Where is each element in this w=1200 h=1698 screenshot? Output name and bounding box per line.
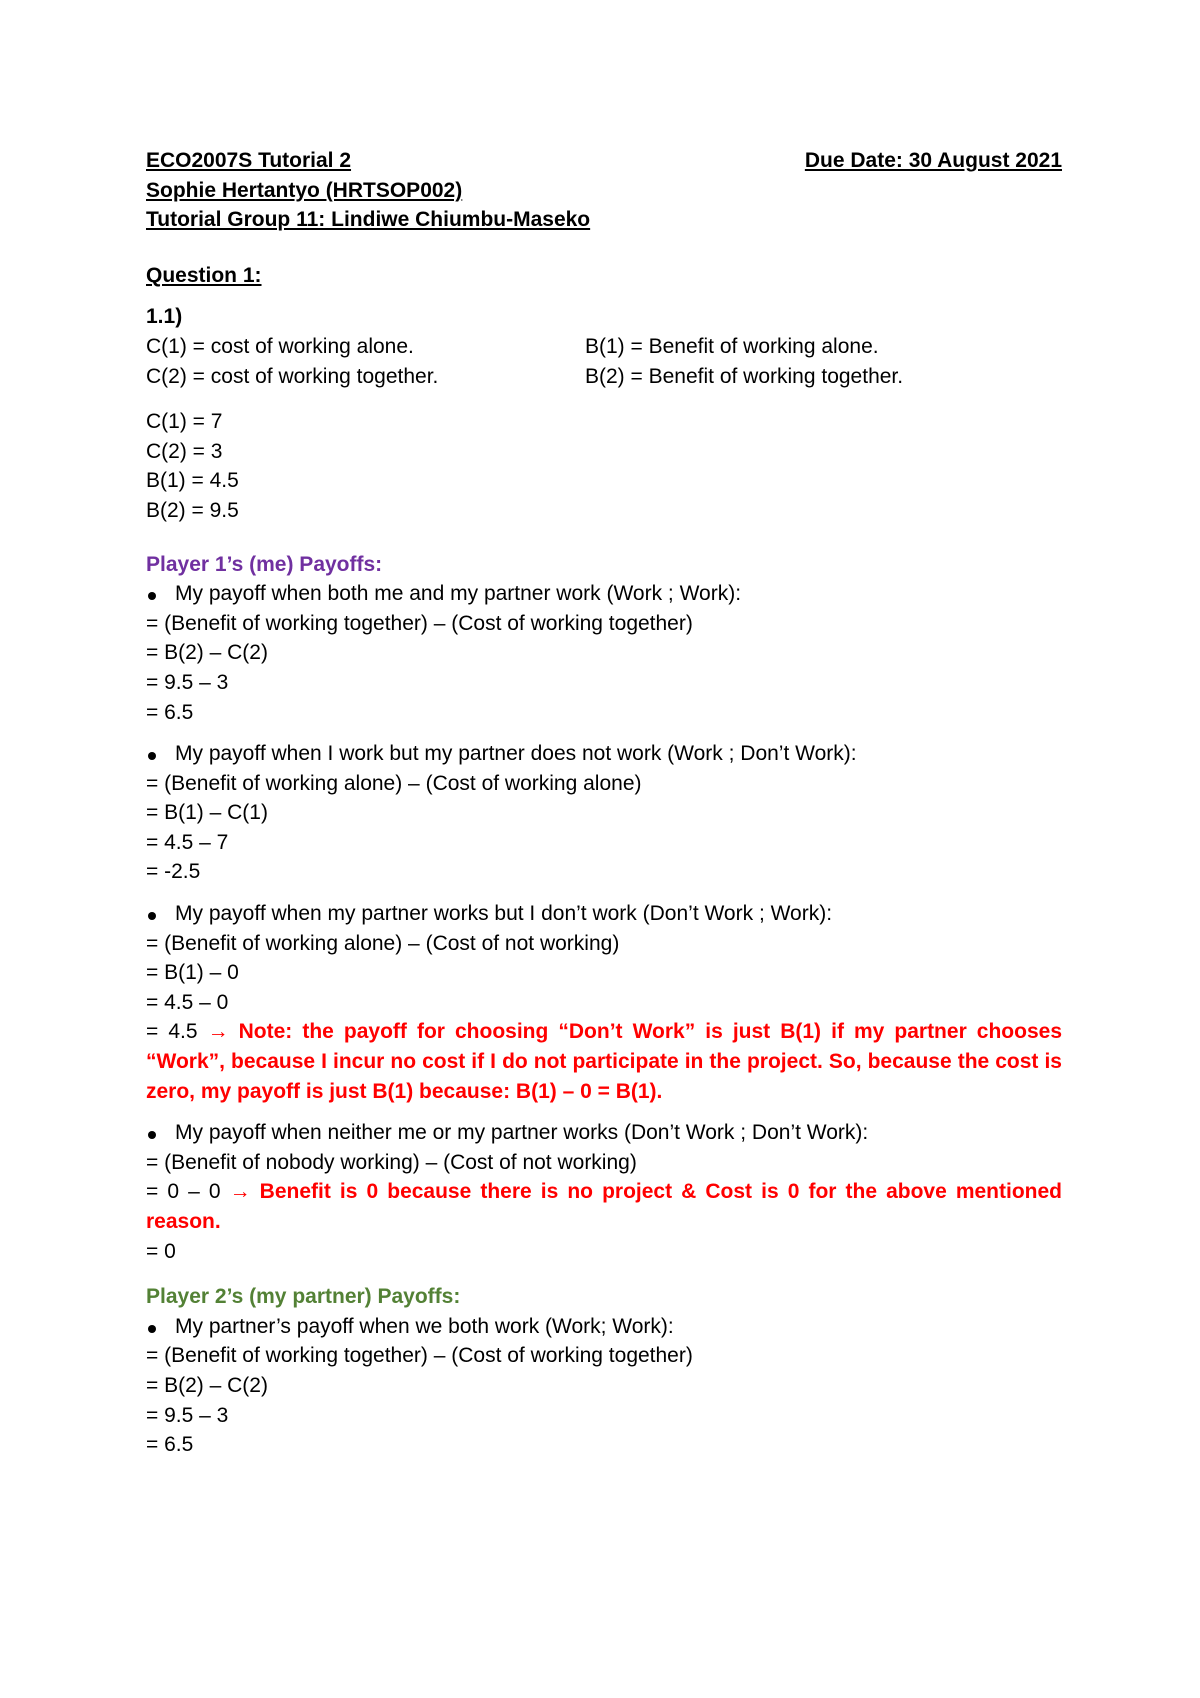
calc-line: = B(2) – C(2) [146, 1373, 268, 1397]
bullet-text: My payoff when I work but my partner does not work (Work ; Don’t Work): [175, 742, 857, 766]
calc-line: = (Benefit of working together) – (Cost of working together) [146, 611, 693, 635]
bullet-text: My payoff when both me and my partner work (Work ; Work): [175, 582, 742, 606]
bullet-icon [148, 1131, 156, 1139]
calc-line: = B(1) – C(1) [146, 801, 268, 825]
list-item [146, 1118, 1062, 1148]
note-paragraph [146, 1177, 1062, 1236]
value-line: C(1) = 7 [146, 410, 223, 434]
part-label: 1.1) [146, 305, 183, 329]
bullet-text: My partner’s payoff when we both work (Work; Work): [175, 1314, 674, 1338]
question-heading: Question 1: [146, 263, 262, 287]
calc-line: = -2.5 [146, 860, 201, 884]
calc-result: = 4.5 [146, 1020, 198, 1044]
definition-c2: C(2) = cost of working together. [146, 364, 439, 388]
calc-result: = 0 – 0 [146, 1180, 221, 1204]
document [146, 146, 1062, 1460]
definition-b2: B(2) = Benefit of working together. [585, 364, 904, 388]
value-line: C(2) = 3 [146, 439, 223, 463]
list-item [146, 579, 1062, 609]
note-text: Benefit is 0 because there is no project & Cost is 0 for the above mentioned reason. [146, 1180, 1062, 1233]
value-line: B(2) = 9.5 [146, 498, 239, 522]
calc-line: = (Benefit of working alone) – (Cost of not working) [146, 931, 620, 955]
header-row [146, 146, 1062, 176]
calc-line: = 4.5 – 0 [146, 990, 229, 1014]
list-item [146, 1312, 1062, 1342]
definition-row-2 [146, 362, 1062, 392]
bullet-icon [148, 592, 156, 600]
definition-row-1 [146, 332, 1062, 362]
calc-line: = (Benefit of working alone) – (Cost of working alone) [146, 771, 642, 795]
calc-line: = 4.5 – 7 [146, 830, 229, 854]
student-name: Sophie Hertantyo (HRTSOP002) [146, 178, 463, 202]
value-line: B(1) = 4.5 [146, 469, 239, 493]
definition-c1: C(1) = cost of working alone. [146, 334, 414, 358]
list-item [146, 899, 1062, 929]
calc-line: = 9.5 – 3 [146, 670, 229, 694]
list-item [146, 739, 1062, 769]
bullet-text: My payoff when my partner works but I don’t work (Don’t Work ; Work): [175, 902, 833, 926]
player1-heading: Player 1’s (me) Payoffs: [146, 552, 383, 576]
arrow-right-icon: → [207, 1020, 229, 1044]
calc-line: = 9.5 – 3 [146, 1403, 229, 1427]
note-paragraph [146, 1017, 1062, 1106]
tutorial-group: Tutorial Group 11: Lindiwe Chiumbu-Maseko [146, 208, 591, 232]
definition-b1: B(1) = Benefit of working alone. [585, 334, 879, 358]
calc-line: = (Benefit of nobody working) – (Cost of not working) [146, 1150, 637, 1174]
calc-line: = 6.5 [146, 1433, 194, 1457]
bullet-icon [148, 1325, 156, 1333]
player2-heading: Player 2’s (my partner) Payoffs: [146, 1285, 461, 1309]
course-title: ECO2007S Tutorial 2 [146, 149, 352, 172]
calc-line: = (Benefit of working together) – (Cost of working together) [146, 1344, 693, 1368]
bullet-icon [148, 752, 156, 760]
arrow-right-icon: → [229, 1180, 251, 1204]
due-date: Due Date: 30 August 2021 [804, 149, 1062, 172]
note-text: Note: the payoff for choosing “Don’t Work” is just B(1) if my partner chooses “Work”, because I incur no cost if I do not participate in the project. So, because the cost is zero, my payoff is just B(1) because: B(1) – 0 = B(1). [146, 1020, 1062, 1103]
bullet-text: My payoff when neither me or my partner works (Don’t Work ; Don’t Work): [175, 1121, 869, 1145]
calc-line: = 0 [146, 1239, 176, 1263]
calc-line: = B(1) – 0 [146, 961, 239, 985]
calc-line: = B(2) – C(2) [146, 641, 268, 665]
calc-line: = 6.5 [146, 700, 194, 724]
bullet-icon [148, 912, 156, 920]
